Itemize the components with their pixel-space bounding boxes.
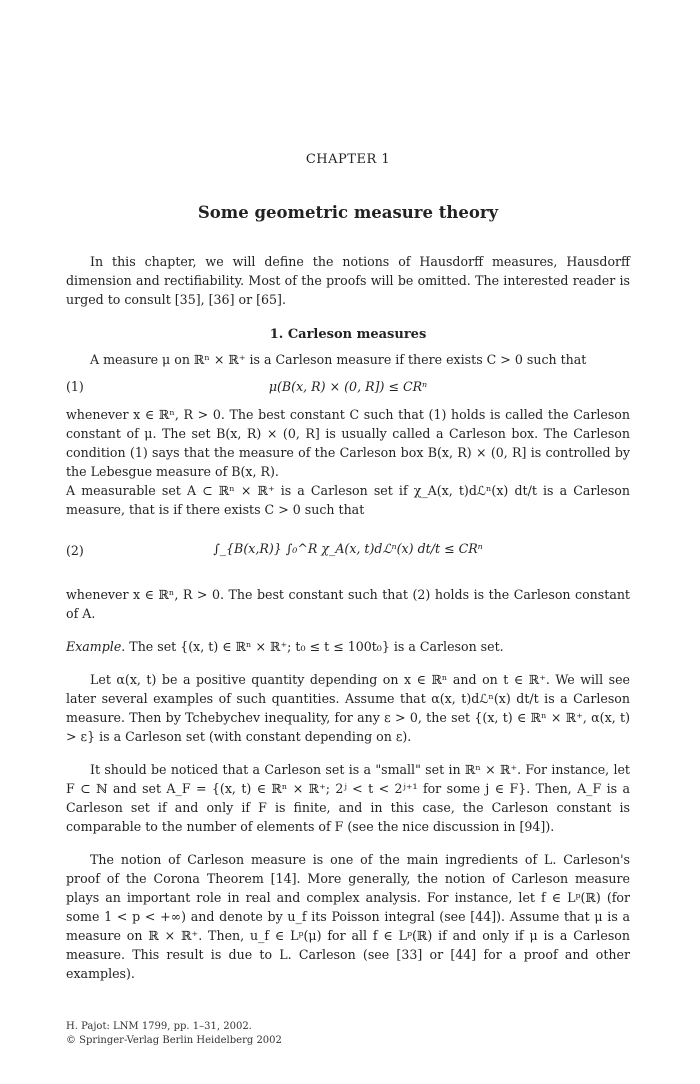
example-label: Example. — [66, 639, 126, 654]
paragraph-3: A measurable set A ⊂ ℝⁿ × ℝ⁺ is a Carleson set if χ_A(x, t)dℒⁿ(x) dt/t is a Carleson measure, that is if there exists C > 0 such that — [66, 483, 630, 517]
page-body — [66, 150, 630, 983]
chapter-title: Some geometric measure theory — [197, 203, 499, 222]
chapter-label: CHAPTER 1 — [305, 152, 391, 167]
paragraph-2: whenever x ∈ ℝⁿ, R > 0. The best constant C such that (1) holds is called the Carleson constant of μ. The set B(x, R) × (0, R] is usually called a Carleson box. The Carleson condition (1) says that the measure of the Carleson box B(x, R) × (0, R] is controlled by the Lebesgue measure of B(x, R). — [66, 407, 630, 479]
paragraph-5: Let α(x, t) be a positive quantity depending on x ∈ ℝⁿ and on t ∈ ℝ⁺. We will see later several examples of such quantities. Assume that α(x, t)dℒⁿ(x) dt/t is a Carleson measure. Then by Tchebychev inequality, for any ε > 0, the set {(x, t) ∈ ℝⁿ × ℝ⁺, α(x, t) > ε} is a Carleson set (with constant depending on ε). — [66, 672, 630, 744]
paragraph-6: It should be noticed that a Carleson set is a "small" set in ℝⁿ × ℝ⁺. For instance, let F ⊂ ℕ and set A_F = {(x, t) ∈ ℝⁿ × ℝ⁺; 2ʲ < t < 2ʲ⁺¹ for some j ∈ F}. Then, A_F is a Carleson set if and only if F is finite, and in this case, the Carleson constant is comparable to the number of elements of F (see the nice discussion in [94]). — [66, 762, 630, 834]
paragraph-4: whenever x ∈ ℝⁿ, R > 0. The best constant such that (2) holds is the Carleson constant of A. — [66, 587, 630, 621]
equation-2-number: (2) — [66, 543, 84, 558]
equation-2-body: ∫_{B(x,R)} ∫₀^R χ_A(x, t)dℒⁿ(x) dt/t ≤ CRⁿ — [213, 541, 483, 556]
intro-paragraph: In this chapter, we will define the notions of Hausdorff measures, Hausdorff dimension and rectifiability. Most of the proofs will be omitted. The interested reader is urged to consult [35], [36] or [65]. — [66, 254, 630, 307]
equation-2 — [66, 527, 630, 577]
paragraph-1: A measure μ on ℝⁿ × ℝ⁺ is a Carleson measure if there exists C > 0 such that — [90, 352, 587, 367]
paragraph-7: The notion of Carleson measure is one of the main ingredients of L. Carleson's proof of the Corona Theorem [14]. More generally, the notion of Carleson measure plays an important role in real and complex analysis. For instance, let f ∈ Lᵖ(ℝ) (for some 1 < p < +∞) and denote by u_f its Poisson integral (see [44]). Assume that μ is a measure on ℝ × ℝ⁺. Then, u_f ∈ Lᵖ(μ) for all f ∈ Lᵖ(ℝ) if and only if μ is a Carleson measure. This result is due to L. Carleson (see [33] or [44] for a proof and other examples). — [66, 852, 630, 981]
equation-1 — [66, 373, 630, 401]
footer-copyright: © Springer-Verlag Berlin Heidelberg 2002 — [66, 1035, 282, 1046]
equation-1-number: (1) — [66, 379, 84, 394]
equation-1-body: μ(B(x, R) × (0, R]) ≤ CRⁿ — [268, 379, 428, 394]
footer — [66, 1020, 282, 1048]
example-text: The set {(x, t) ∈ ℝⁿ × ℝ⁺; t₀ ≤ t ≤ 100t₀} is a Carleson set. — [125, 639, 504, 654]
example-paragraph — [66, 637, 630, 656]
section-title: 1. Carleson measures — [269, 327, 427, 342]
footer-citation: H. Pajot: LNM 1799, pp. 1–31, 2002. — [66, 1021, 252, 1032]
